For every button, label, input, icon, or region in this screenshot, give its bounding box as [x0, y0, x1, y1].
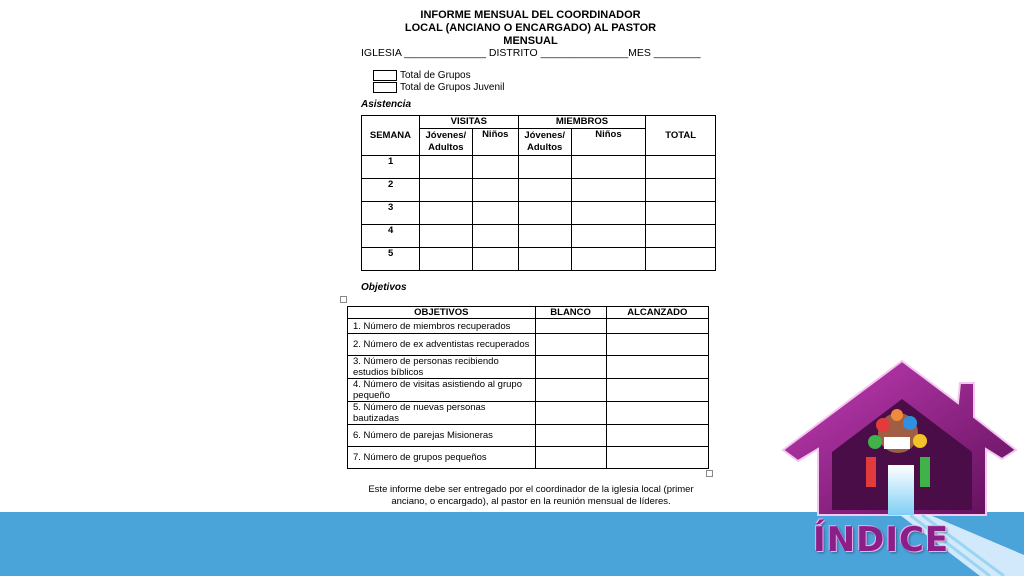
title-line-1: INFORME MENSUAL DEL COORDINADOR	[420, 9, 641, 21]
sub-header-ninos: Niños	[472, 129, 518, 156]
week-row	[362, 248, 716, 271]
objective-label: 5. Número de nuevas personas bautizadas	[348, 402, 536, 425]
week-row	[362, 179, 716, 202]
objective-label: 6. Número de parejas Misioneras	[348, 425, 536, 447]
section-asistencia: Asistencia	[361, 99, 412, 110]
header-semana: SEMANA	[362, 116, 420, 156]
header-fields: IGLESIA ______________ DISTRITO _______________MES ________	[361, 47, 701, 59]
objective-label: 7. Número de grupos pequeños	[348, 447, 536, 469]
document-title	[343, 9, 718, 48]
objective-row	[348, 356, 709, 379]
objective-row	[348, 334, 709, 356]
section-objetivos: Objetivos	[361, 282, 407, 293]
title-line-3: MENSUAL	[503, 35, 558, 47]
checkbox-total-grupos	[373, 70, 471, 82]
sub-header-jovenes: Jóvenes/ Adultos	[518, 129, 571, 156]
week-row	[362, 156, 716, 179]
header-visitas: VISITAS	[419, 116, 518, 129]
checkbox-label: Total de Grupos	[400, 70, 471, 82]
footer-note: Este informe debe ser entregado por el coordinador de la iglesia local (primer anciano, o encargado), al pastor en la reunión mensual de líderes.	[368, 484, 694, 507]
week-number: 3	[362, 202, 420, 225]
objective-row	[348, 319, 709, 334]
objective-label: 4. Número de visitas asistiendo al grupo pequeño	[348, 379, 536, 402]
objectives-table	[347, 306, 709, 469]
header-miembros: MIEMBROS	[518, 116, 646, 129]
header-blanco: BLANCO	[535, 307, 606, 319]
indice-link[interactable]: ÍNDICE	[813, 520, 950, 560]
attendance-table	[361, 115, 716, 271]
objective-row	[348, 425, 709, 447]
week-number: 1	[362, 156, 420, 179]
week-row	[362, 202, 716, 225]
header-alcanzado: ALCANZADO	[606, 307, 708, 319]
header-total: TOTAL	[646, 116, 716, 156]
sub-header-ninos: Niños	[571, 129, 646, 156]
week-row	[362, 225, 716, 248]
objective-row	[348, 447, 709, 469]
objective-row	[348, 379, 709, 402]
checkbox-box	[373, 82, 397, 93]
checkbox-label: Total de Grupos Juvenil	[400, 82, 505, 94]
document-page	[343, 0, 718, 512]
table-resize-handle[interactable]	[706, 470, 713, 477]
checkbox-box	[373, 70, 397, 81]
objective-label: 3. Número de personas recibiendo estudios bíblicos	[348, 356, 536, 379]
title-line-2: LOCAL (ANCIANO O ENCARGADO) AL PASTOR	[404, 22, 657, 34]
week-number: 5	[362, 248, 420, 271]
week-number: 4	[362, 225, 420, 248]
objective-label: 1. Número de miembros recuperados	[348, 319, 536, 334]
table-move-handle[interactable]	[340, 296, 347, 303]
week-number: 2	[362, 179, 420, 202]
header-objetivos: OBJETIVOS	[348, 307, 536, 319]
objective-label: 2. Número de ex adventistas recuperados	[348, 334, 536, 356]
objective-row	[348, 402, 709, 425]
sub-header-jovenes: Jóvenes/ Adultos	[419, 129, 472, 156]
checkbox-total-grupos-juvenil	[373, 82, 505, 94]
